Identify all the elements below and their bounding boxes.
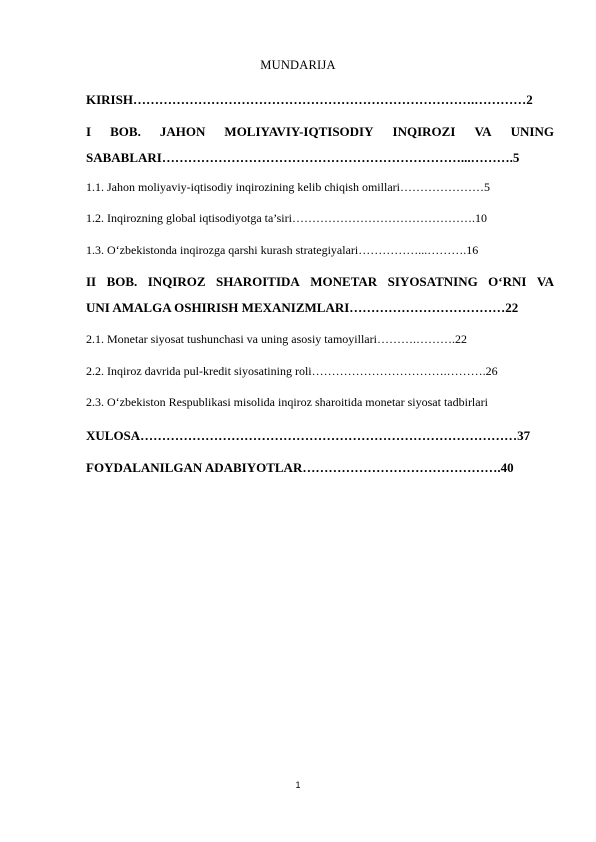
toc-entry-1-3[interactable]: 1.3. O‘zbekistonda inqirozga qarshi kurash strategiyalari……………...……….16 bbox=[86, 243, 479, 257]
toc-word: SHAROITIDA bbox=[216, 274, 300, 289]
toc-word: VA bbox=[474, 124, 492, 139]
toc-entry-chapter-1-line2: SABABLARI……………………………………………………………...……….5 bbox=[86, 150, 520, 165]
toc-word: II bbox=[86, 274, 97, 289]
toc-entry-chapter-2-line2: UNI AMALGA OSHIRISH MEXANIZMLARI………………………………22 bbox=[86, 300, 519, 315]
toc-entry-1-1[interactable]: 1.1. Jahon moliyaviy-iqtisodiy inqirozining kelib chiqish omillari…………………5 bbox=[86, 180, 490, 194]
toc-word: INQIROZI bbox=[392, 124, 456, 139]
toc-entry-chapter-1[interactable] bbox=[86, 124, 554, 166]
toc-word: BOB. bbox=[106, 274, 138, 289]
toc-entry-2-2[interactable]: 2.2. Inqiroz davrida pul-kredit siyosatining roli…………………………….……….26 bbox=[86, 364, 498, 378]
toc-entry-xulosa[interactable]: XULOSA……………………………………………………………………………37 bbox=[86, 428, 531, 443]
toc-word: MONETAR bbox=[310, 274, 378, 289]
toc-word: MOLIYAVIY-IQTISODIY bbox=[224, 124, 374, 139]
toc-entry-kirish[interactable]: KIRISH…………………………………………………………………….…………2 bbox=[86, 92, 533, 107]
toc-entry-2-1[interactable]: 2.1. Monetar siyosat tushunchasi va uning asosiy tamoyillari……….……….22 bbox=[86, 332, 467, 346]
toc-word: JAHON bbox=[159, 124, 206, 139]
page-title: MUNDARIJA bbox=[260, 58, 336, 72]
toc-word: VA bbox=[536, 274, 554, 289]
toc-entry-2-3[interactable]: 2.3. O‘zbekiston Respublikasi misolida inqiroz sharoitida monetar siyosat tadbirlari bbox=[86, 395, 488, 409]
toc-word: INQIROZ bbox=[147, 274, 206, 289]
toc-entry-chapter-2[interactable] bbox=[86, 274, 554, 316]
toc-word: SIYOSATNING bbox=[387, 274, 478, 289]
page-number: 1 bbox=[295, 780, 301, 790]
toc-word: UNING bbox=[510, 124, 554, 139]
toc-word: BOB. bbox=[110, 124, 141, 139]
toc-entry-1-2[interactable]: 1.2. Inqirozning global iqtisodiyotga ta’siri……………………………………….10 bbox=[86, 211, 487, 225]
toc-word: I bbox=[86, 124, 92, 139]
toc-entry-chapter-2-line1 bbox=[86, 274, 554, 290]
toc-word: O‘RNI bbox=[488, 274, 527, 289]
toc-entry-chapter-1-line1 bbox=[86, 124, 554, 140]
toc-entry-adabiyotlar[interactable]: FOYDALANILGAN ADABIYOTLAR……………………………………….40 bbox=[86, 460, 514, 475]
